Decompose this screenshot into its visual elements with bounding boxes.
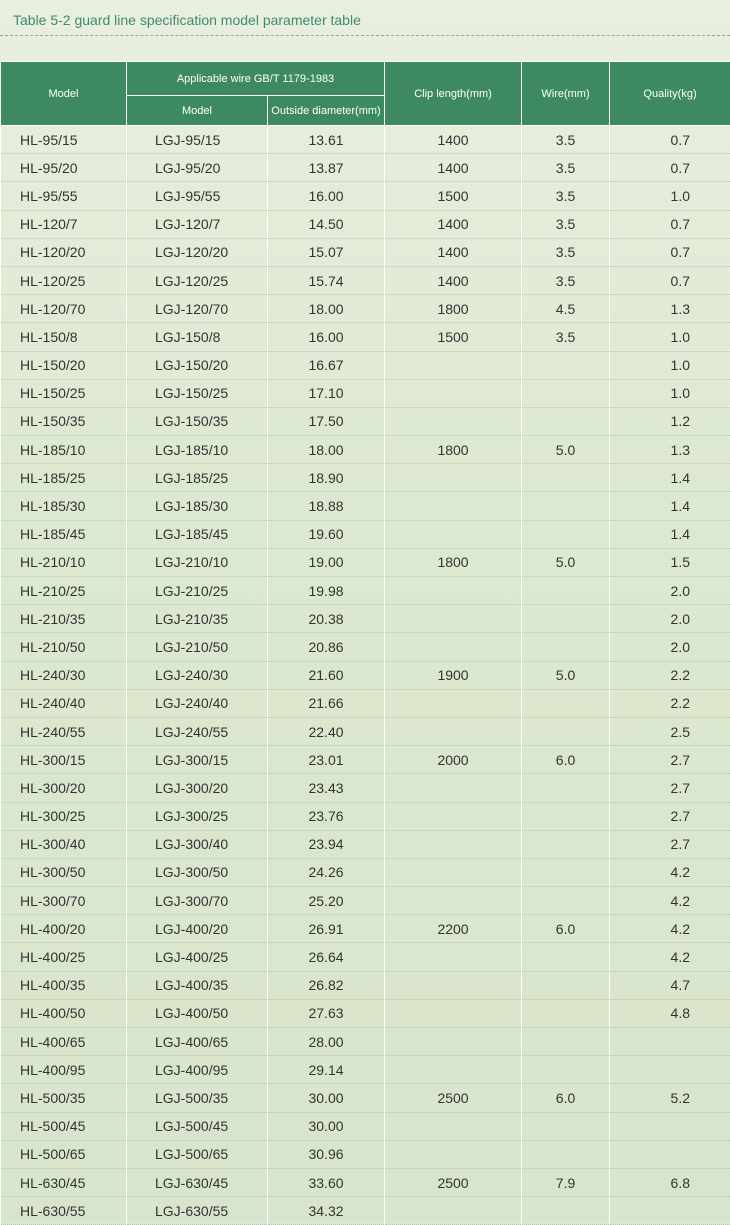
table-row: [1, 436, 730, 464]
cell-model: HL-240/55: [1, 717, 127, 745]
cell-quality: 2.0: [610, 605, 730, 633]
cell-wire-mm: [522, 971, 610, 999]
cell-clip-length: [385, 1197, 522, 1225]
table-row: [1, 661, 730, 689]
cell-wire-mm: [522, 1197, 610, 1225]
table-row: [1, 182, 730, 210]
cell-outside-diameter: 25.20: [268, 887, 385, 915]
cell-wire-model: LGJ-300/40: [127, 830, 268, 858]
cell-model: HL-120/7: [1, 210, 127, 238]
cell-clip-length: [385, 943, 522, 971]
cell-wire-mm: [522, 830, 610, 858]
cell-wire-mm: [522, 1028, 610, 1056]
header-wire-model: Model: [127, 96, 268, 126]
cell-quality: 2.0: [610, 633, 730, 661]
cell-quality: 1.4: [610, 520, 730, 548]
cell-outside-diameter: 26.91: [268, 915, 385, 943]
cell-wire-mm: 3.5: [522, 210, 610, 238]
cell-outside-diameter: 30.00: [268, 1084, 385, 1112]
table-row: [1, 351, 730, 379]
cell-wire-model: LGJ-185/10: [127, 436, 268, 464]
cell-quality: 1.3: [610, 436, 730, 464]
cell-quality: 0.7: [610, 154, 730, 182]
cell-wire-mm: 3.5: [522, 323, 610, 351]
table-row: [1, 1028, 730, 1056]
cell-quality: 0.7: [610, 210, 730, 238]
cell-clip-length: [385, 577, 522, 605]
cell-model: HL-500/45: [1, 1112, 127, 1140]
cell-wire-model: LGJ-300/15: [127, 746, 268, 774]
cell-outside-diameter: 26.64: [268, 943, 385, 971]
cell-quality: 2.7: [610, 802, 730, 830]
cell-wire-model: LGJ-300/25: [127, 802, 268, 830]
cell-clip-length: 2500: [385, 1168, 522, 1196]
cell-quality: 0.7: [610, 126, 730, 154]
cell-outside-diameter: 18.00: [268, 295, 385, 323]
table-row: [1, 520, 730, 548]
cell-clip-length: [385, 1028, 522, 1056]
cell-model: HL-150/25: [1, 379, 127, 407]
cell-wire-model: LGJ-400/25: [127, 943, 268, 971]
cell-wire-model: LGJ-300/50: [127, 858, 268, 886]
cell-clip-length: [385, 605, 522, 633]
cell-wire-mm: [522, 351, 610, 379]
table-row: [1, 717, 730, 745]
table-row: [1, 154, 730, 182]
cell-quality: 1.0: [610, 379, 730, 407]
cell-outside-diameter: 13.61: [268, 126, 385, 154]
cell-outside-diameter: 19.98: [268, 577, 385, 605]
cell-model: HL-400/95: [1, 1056, 127, 1084]
cell-quality: 2.2: [610, 689, 730, 717]
cell-quality: 1.3: [610, 295, 730, 323]
cell-quality: [610, 1140, 730, 1168]
cell-outside-diameter: 13.87: [268, 154, 385, 182]
table-row: [1, 323, 730, 351]
table-row: [1, 774, 730, 802]
cell-outside-diameter: 23.43: [268, 774, 385, 802]
cell-clip-length: [385, 633, 522, 661]
cell-clip-length: 2500: [385, 1084, 522, 1112]
cell-outside-diameter: 19.60: [268, 520, 385, 548]
cell-wire-mm: [522, 379, 610, 407]
cell-outside-diameter: 14.50: [268, 210, 385, 238]
cell-wire-mm: 6.0: [522, 1084, 610, 1112]
cell-wire-mm: 6.0: [522, 746, 610, 774]
cell-model: HL-400/20: [1, 915, 127, 943]
header-clip-length: Clip length(mm): [385, 62, 522, 126]
cell-outside-diameter: 16.00: [268, 182, 385, 210]
table-row: [1, 999, 730, 1027]
cell-clip-length: [385, 407, 522, 435]
cell-quality: 1.4: [610, 464, 730, 492]
cell-model: HL-240/30: [1, 661, 127, 689]
cell-quality: 4.2: [610, 858, 730, 886]
cell-wire-model: LGJ-95/20: [127, 154, 268, 182]
cell-clip-length: 1800: [385, 295, 522, 323]
header-model: Model: [1, 62, 127, 126]
header-wire: Wire(mm): [522, 62, 610, 126]
cell-quality: [610, 1056, 730, 1084]
cell-wire-mm: 5.0: [522, 436, 610, 464]
cell-outside-diameter: 16.67: [268, 351, 385, 379]
cell-clip-length: [385, 999, 522, 1027]
cell-model: HL-400/25: [1, 943, 127, 971]
cell-wire-mm: [522, 1140, 610, 1168]
cell-quality: 4.2: [610, 887, 730, 915]
cell-outside-diameter: 21.60: [268, 661, 385, 689]
cell-wire-mm: 5.0: [522, 548, 610, 576]
cell-quality: [610, 1028, 730, 1056]
table-row: [1, 689, 730, 717]
table-row: [1, 407, 730, 435]
cell-model: HL-120/70: [1, 295, 127, 323]
cell-model: HL-185/10: [1, 436, 127, 464]
cell-wire-mm: 5.0: [522, 661, 610, 689]
cell-model: HL-300/25: [1, 802, 127, 830]
cell-clip-length: 1400: [385, 126, 522, 154]
table-row: [1, 1140, 730, 1168]
cell-quality: [610, 1112, 730, 1140]
cell-model: HL-500/35: [1, 1084, 127, 1112]
cell-wire-mm: [522, 1056, 610, 1084]
cell-outside-diameter: 19.00: [268, 548, 385, 576]
cell-wire-model: LGJ-300/20: [127, 774, 268, 802]
cell-wire-mm: [522, 520, 610, 548]
cell-model: HL-95/55: [1, 182, 127, 210]
cell-wire-mm: [522, 802, 610, 830]
cell-wire-model: LGJ-630/45: [127, 1168, 268, 1196]
cell-outside-diameter: 30.96: [268, 1140, 385, 1168]
cell-wire-model: LGJ-150/8: [127, 323, 268, 351]
cell-wire-model: LGJ-500/45: [127, 1112, 268, 1140]
table-row: [1, 492, 730, 520]
table-row: [1, 887, 730, 915]
cell-outside-diameter: 18.88: [268, 492, 385, 520]
cell-outside-diameter: 20.86: [268, 633, 385, 661]
cell-outside-diameter: 17.10: [268, 379, 385, 407]
cell-model: HL-300/50: [1, 858, 127, 886]
cell-wire-mm: 3.5: [522, 126, 610, 154]
cell-model: HL-210/10: [1, 548, 127, 576]
cell-wire-mm: [522, 1112, 610, 1140]
cell-wire-mm: 3.5: [522, 266, 610, 294]
table-row: [1, 210, 730, 238]
cell-clip-length: 2200: [385, 915, 522, 943]
cell-wire-model: LGJ-185/25: [127, 464, 268, 492]
cell-quality: 6.8: [610, 1168, 730, 1196]
cell-outside-diameter: 22.40: [268, 717, 385, 745]
cell-quality: 2.7: [610, 830, 730, 858]
cell-quality: 2.0: [610, 577, 730, 605]
cell-clip-length: 2000: [385, 746, 522, 774]
cell-wire-mm: [522, 492, 610, 520]
cell-quality: 0.7: [610, 238, 730, 266]
cell-wire-model: LGJ-300/70: [127, 887, 268, 915]
table-row: [1, 746, 730, 774]
cell-model: HL-300/15: [1, 746, 127, 774]
table-body: [1, 126, 730, 1225]
cell-wire-model: LGJ-120/7: [127, 210, 268, 238]
table-row: [1, 915, 730, 943]
cell-clip-length: [385, 492, 522, 520]
cell-wire-mm: [522, 774, 610, 802]
cell-clip-length: 1800: [385, 548, 522, 576]
cell-wire-model: LGJ-500/65: [127, 1140, 268, 1168]
table-row: [1, 379, 730, 407]
cell-outside-diameter: 33.60: [268, 1168, 385, 1196]
cell-quality: 1.2: [610, 407, 730, 435]
cell-model: HL-95/15: [1, 126, 127, 154]
header-outside-diameter: Outside diameter(mm): [268, 96, 385, 126]
header-quality: Quality(kg): [610, 62, 730, 126]
cell-model: HL-240/40: [1, 689, 127, 717]
cell-clip-length: 1400: [385, 238, 522, 266]
cell-model: HL-400/50: [1, 999, 127, 1027]
cell-clip-length: [385, 520, 522, 548]
cell-model: HL-150/20: [1, 351, 127, 379]
cell-clip-length: [385, 858, 522, 886]
cell-model: HL-150/35: [1, 407, 127, 435]
cell-wire-model: LGJ-120/20: [127, 238, 268, 266]
table-row: [1, 295, 730, 323]
cell-quality: 1.5: [610, 548, 730, 576]
table-row: [1, 802, 730, 830]
cell-outside-diameter: 34.32: [268, 1197, 385, 1225]
cell-wire-mm: [522, 689, 610, 717]
cell-model: HL-210/50: [1, 633, 127, 661]
cell-wire-model: LGJ-185/30: [127, 492, 268, 520]
cell-clip-length: [385, 717, 522, 745]
cell-clip-length: [385, 689, 522, 717]
table-row: [1, 971, 730, 999]
cell-model: HL-300/20: [1, 774, 127, 802]
cell-wire-mm: [522, 887, 610, 915]
cell-clip-length: [385, 1056, 522, 1084]
cell-outside-diameter: 23.76: [268, 802, 385, 830]
cell-model: HL-185/30: [1, 492, 127, 520]
cell-wire-model: LGJ-400/20: [127, 915, 268, 943]
cell-wire-model: LGJ-210/50: [127, 633, 268, 661]
cell-outside-diameter: 23.94: [268, 830, 385, 858]
cell-model: HL-630/45: [1, 1168, 127, 1196]
cell-wire-model: LGJ-210/35: [127, 605, 268, 633]
cell-wire-mm: 6.0: [522, 915, 610, 943]
table-row: [1, 1056, 730, 1084]
cell-model: HL-95/20: [1, 154, 127, 182]
cell-clip-length: [385, 887, 522, 915]
cell-wire-model: LGJ-150/25: [127, 379, 268, 407]
table-row: [1, 1168, 730, 1196]
cell-model: HL-150/8: [1, 323, 127, 351]
cell-outside-diameter: 24.26: [268, 858, 385, 886]
cell-clip-length: [385, 971, 522, 999]
cell-wire-mm: [522, 717, 610, 745]
cell-quality: 4.7: [610, 971, 730, 999]
cell-wire-mm: [522, 464, 610, 492]
cell-clip-length: 1900: [385, 661, 522, 689]
cell-clip-length: [385, 830, 522, 858]
cell-wire-model: LGJ-210/10: [127, 548, 268, 576]
cell-wire-model: LGJ-500/35: [127, 1084, 268, 1112]
cell-clip-length: [385, 774, 522, 802]
cell-wire-mm: [522, 407, 610, 435]
cell-wire-model: LGJ-95/15: [127, 126, 268, 154]
cell-model: HL-630/55: [1, 1197, 127, 1225]
cell-quality: 1.0: [610, 323, 730, 351]
table-row: [1, 126, 730, 154]
cell-wire-model: LGJ-400/65: [127, 1028, 268, 1056]
cell-clip-length: 1400: [385, 154, 522, 182]
cell-wire-mm: [522, 633, 610, 661]
cell-clip-length: 1500: [385, 323, 522, 351]
table-row: [1, 577, 730, 605]
dashed-divider: [0, 35, 730, 36]
cell-wire-model: LGJ-120/25: [127, 266, 268, 294]
cell-wire-model: LGJ-240/40: [127, 689, 268, 717]
cell-outside-diameter: 16.00: [268, 323, 385, 351]
cell-outside-diameter: 29.14: [268, 1056, 385, 1084]
cell-quality: 2.7: [610, 746, 730, 774]
cell-clip-length: [385, 464, 522, 492]
cell-wire-model: LGJ-400/50: [127, 999, 268, 1027]
table-row: [1, 943, 730, 971]
cell-wire-mm: 7.9: [522, 1168, 610, 1196]
cell-quality: 2.2: [610, 661, 730, 689]
cell-model: HL-185/45: [1, 520, 127, 548]
cell-model: HL-120/20: [1, 238, 127, 266]
cell-quality: 4.2: [610, 943, 730, 971]
table-row: [1, 633, 730, 661]
cell-quality: 2.5: [610, 717, 730, 745]
table-row: [1, 1084, 730, 1112]
table-row: [1, 1112, 730, 1140]
cell-model: HL-400/35: [1, 971, 127, 999]
cell-model: HL-210/25: [1, 577, 127, 605]
cell-outside-diameter: 28.00: [268, 1028, 385, 1056]
cell-quality: 5.2: [610, 1084, 730, 1112]
cell-wire-model: LGJ-400/95: [127, 1056, 268, 1084]
table-row: [1, 238, 730, 266]
cell-wire-mm: 4.5: [522, 295, 610, 323]
table-row: [1, 266, 730, 294]
cell-clip-length: [385, 351, 522, 379]
cell-outside-diameter: 18.00: [268, 436, 385, 464]
cell-outside-diameter: 30.00: [268, 1112, 385, 1140]
cell-clip-length: 1400: [385, 210, 522, 238]
cell-outside-diameter: 18.90: [268, 464, 385, 492]
cell-wire-mm: [522, 858, 610, 886]
cell-wire-model: LGJ-185/45: [127, 520, 268, 548]
table-row: [1, 464, 730, 492]
cell-outside-diameter: 26.82: [268, 971, 385, 999]
cell-quality: 2.7: [610, 774, 730, 802]
cell-quality: 1.0: [610, 351, 730, 379]
cell-outside-diameter: 27.63: [268, 999, 385, 1027]
table-row: [1, 1197, 730, 1225]
cell-clip-length: 1500: [385, 182, 522, 210]
cell-wire-mm: [522, 577, 610, 605]
cell-clip-length: 1400: [385, 266, 522, 294]
cell-model: HL-120/25: [1, 266, 127, 294]
cell-model: HL-300/40: [1, 830, 127, 858]
cell-quality: 4.2: [610, 915, 730, 943]
cell-wire-model: LGJ-120/70: [127, 295, 268, 323]
cell-outside-diameter: 21.66: [268, 689, 385, 717]
cell-quality: 1.0: [610, 182, 730, 210]
cell-wire-model: LGJ-400/35: [127, 971, 268, 999]
cell-quality: 4.8: [610, 999, 730, 1027]
cell-wire-model: LGJ-150/20: [127, 351, 268, 379]
cell-wire-model: LGJ-150/35: [127, 407, 268, 435]
cell-outside-diameter: 17.50: [268, 407, 385, 435]
cell-wire-mm: 3.5: [522, 154, 610, 182]
cell-model: HL-300/70: [1, 887, 127, 915]
cell-wire-mm: [522, 943, 610, 971]
cell-wire-mm: [522, 999, 610, 1027]
cell-wire-model: LGJ-95/55: [127, 182, 268, 210]
cell-model: HL-400/65: [1, 1028, 127, 1056]
cell-wire-model: LGJ-240/30: [127, 661, 268, 689]
cell-outside-diameter: 23.01: [268, 746, 385, 774]
header-applicable-wire: Applicable wire GB/T 1179-1983: [127, 62, 385, 96]
cell-clip-length: [385, 1140, 522, 1168]
spec-table: [0, 61, 730, 1225]
cell-clip-length: [385, 379, 522, 407]
cell-wire-mm: 3.5: [522, 182, 610, 210]
table-row: [1, 548, 730, 576]
cell-model: HL-210/35: [1, 605, 127, 633]
cell-wire-model: LGJ-630/55: [127, 1197, 268, 1225]
cell-wire-model: LGJ-210/25: [127, 577, 268, 605]
cell-quality: [610, 1197, 730, 1225]
cell-clip-length: [385, 1112, 522, 1140]
cell-clip-length: 1800: [385, 436, 522, 464]
table-row: [1, 605, 730, 633]
cell-clip-length: [385, 802, 522, 830]
cell-model: HL-500/65: [1, 1140, 127, 1168]
cell-outside-diameter: 15.07: [268, 238, 385, 266]
cell-wire-model: LGJ-240/55: [127, 717, 268, 745]
table-row: [1, 830, 730, 858]
table-row: [1, 858, 730, 886]
cell-outside-diameter: 20.38: [268, 605, 385, 633]
table-title: Table 5-2 guard line specification model parameter table: [13, 12, 361, 28]
cell-wire-mm: [522, 605, 610, 633]
cell-outside-diameter: 15.74: [268, 266, 385, 294]
cell-quality: 0.7: [610, 266, 730, 294]
cell-model: HL-185/25: [1, 464, 127, 492]
cell-quality: 1.4: [610, 492, 730, 520]
cell-wire-mm: 3.5: [522, 238, 610, 266]
